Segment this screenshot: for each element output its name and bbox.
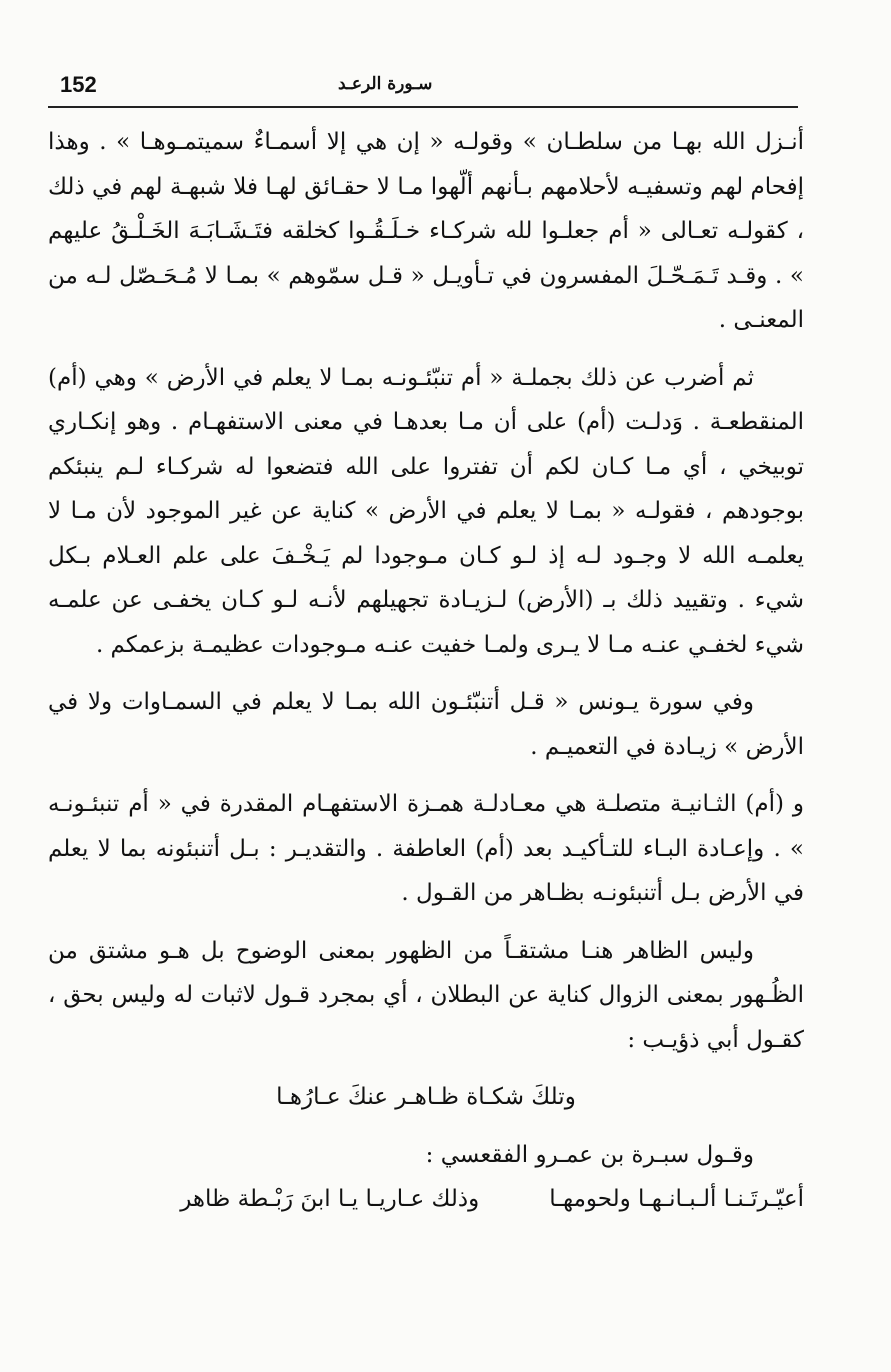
running-title: سـورة الرعـد [338, 74, 433, 94]
paragraph: و (أم) الثـانيـة متصلـة هي معـادلـة همـزة الاستفهـام المقدرة في « أم تنبئـونـه » . وإعـادة البـاء للتـأكيـد بعد (أم) العاطفة . والتقديـر : بـل أتنبئونه بما لا يعلم في الأرض بـل أتنبئونـه بظـاهر من القـول . [48, 791, 804, 906]
poetry-verse: وتلكَ شكـاة ظـاهـر عنكَ عـارُهـا [276, 1084, 576, 1110]
paragraph: أنـزل الله بهـا من سلطـان » وقولـه « إن هي إلا أسمـاءٌ سميتمـوهـا » . وهذا إفحام لهم وتسفيـه لأحلامهم بـأنهم ألّهوا مـا لا حقـائق لهـا فلا شبهـة لهم في ذلك ، كقولـه تعـالى « أم جعلـوا لله شركـاء خـلَـقُـوا كخلقه فتَـشَـابَـهَ الخَـلْـقُ عليهم » . وقـد تَـمَـحّـلَ المفسرون في تـأويـل « قـل سمّوهم » بمـا لا مُـحَـصّل لـه من المعنـى . [48, 129, 804, 333]
page-number: 152 [60, 72, 97, 97]
paragraph: وليس الظاهر هنـا مشتقـاً من الظهور بمعنى الوضوح بل هـو مشتق من الظُـهور بمعنى الزوال كناية عن البطلان ، أي بمجرد قـول لاثبات له وليس بحق ، كقـول أبي ذؤيـب : [48, 937, 804, 1053]
page-header [48, 66, 798, 108]
main-text [48, 120, 804, 1222]
poetry-intro: وقـول سبـرة بن عمـرو الفقعسي : [425, 1141, 754, 1168]
poetry-couplet [48, 1177, 804, 1222]
paragraph: ثم أضرب عن ذلك بجملـة « أم تنبّئـونـه بمـا لا يعلم في الأرض » وهي (أم) المنقطعـة . وَدلـت (أم) على أن مـا بعدهـا في معنى الاستفهـام . وهو إنكـاري توبيخي ، أي مـا كـان لكم أن تفتروا على الله فتضعوا له شركـاء لـم ينبئكم بوجودهم ، فقولـه « بمـا لا يعلم في الأرض » كناية عن غير الموجود لأن مـا لا يعلمـه الله لا وجـود لـه إذ لـو كـان مـوجودا لم يَـخْـفَ على علم العـلام بـكل شيء . وتقييد ذلك بـ (الأرض) لـزيـادة تجهيلهم لأنـه لـو كـان يخفـى عن علمـه شيء لخفـي عنـه مـا لا يـرى ولمـا خفيت عنـه مـوجودات عظيمـة بزعمكم . [48, 364, 804, 658]
second-hemistich: وذلك عـاريـا يـا ابنَ رَبْـطة ظاهر [180, 1186, 480, 1212]
paragraph: وفي سورة يـونس « قـل أتنبّئـون الله بمـا لا يعلم في السمـاوات ولا في الأرض » زيـادة في التعميـم . [48, 689, 804, 760]
first-hemistich: أعيّـرتَـنـا ألـبـانـهـا ولحومهـا [549, 1186, 804, 1212]
